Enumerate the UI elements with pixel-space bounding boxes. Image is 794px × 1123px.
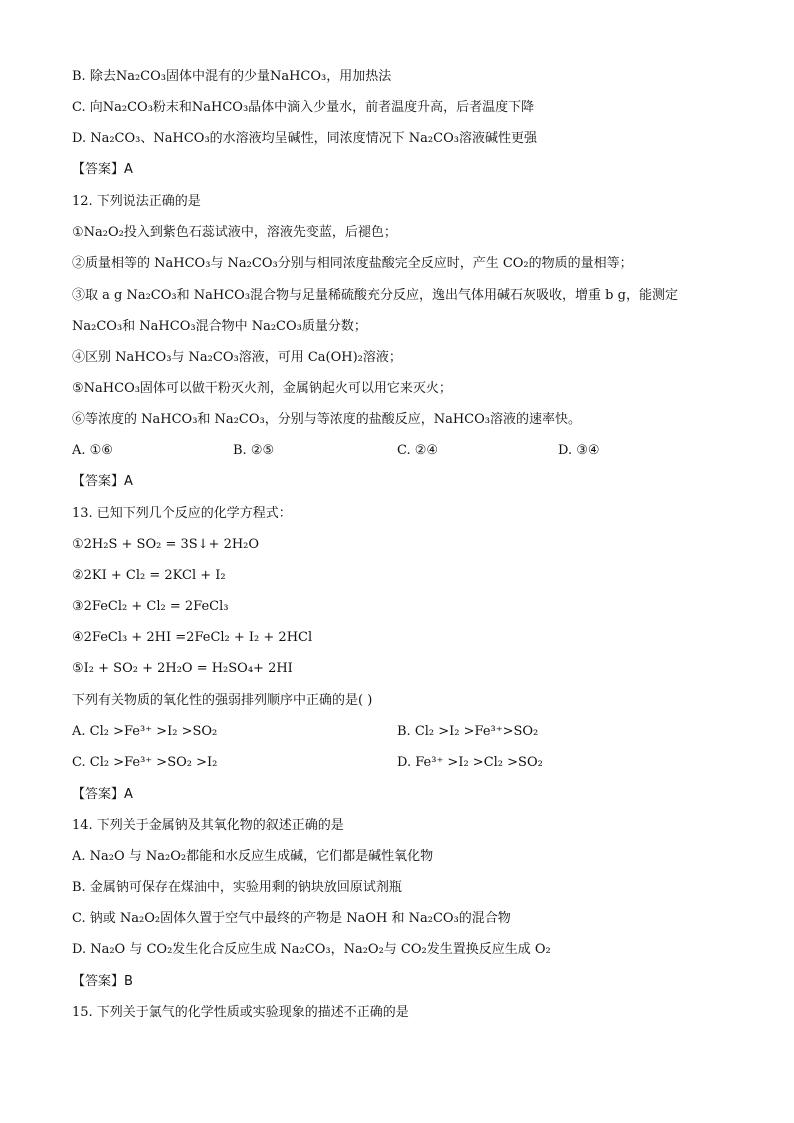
q15-stem: 15. 下列关于氯气的化学性质或实验现象的描述不正确的是 [72, 1005, 409, 1020]
q13-option-d: D. Fe³⁺ >I₂ >Cl₂ >SO₂ [397, 755, 543, 770]
q12-option-a: A. ①⑥ [72, 443, 113, 458]
q13-answer: 【答案】A [72, 787, 133, 802]
q11-option-d: D. Na₂CO₃、NaHCO₃的水溶液均呈碱性，同浓度情况下 Na₂CO₃溶液碱性更强 [72, 131, 537, 146]
q12-statement-1: ①Na₂O₂投入到紫色石蕊试液中，溶液先变蓝，后褪色； [72, 225, 397, 240]
q12-statement-5: ⑤NaHCO₃固体可以做干粉灭火剂，金属钠起火可以用它来灭火； [72, 381, 452, 396]
q13-reaction-5: ⑤I₂ + SO₂ + 2H₂O = H₂SO₄+ 2HI [72, 661, 293, 676]
q12-option-d: D. ③④ [558, 443, 600, 458]
q12-statement-2: ②质量相等的 NaHCO₃与 Na₂CO₃分别与相同浓度盐酸完全反应时，产生 CO₂的物质的量相等； [72, 256, 633, 271]
q13-option-b: B. Cl₂ >I₂ >Fe³⁺>SO₂ [397, 724, 539, 739]
q13-stem: 13. 已知下列几个反应的化学方程式： [72, 506, 292, 521]
q14-option-c: C. 钠或 Na₂O₂固体久置于空气中最终的产物是 NaOH 和 Na₂CO₃的混合物 [72, 911, 511, 926]
q13-question: 下列有关物质的氧化性的强弱排列顺序中正确的是( ) [72, 693, 373, 708]
q12-statement-3-cont: Na₂CO₃和 NaHCO₃混合物中 Na₂CO₃质量分数； [72, 319, 367, 334]
q12-answer: 【答案】A [72, 474, 133, 489]
q12-statement-3: ③取 a g Na₂CO₃和 NaHCO₃混合物与足量稀硫酸充分反应，逸出气体用碱石灰吸收，增重 b g，能测定 [72, 288, 678, 303]
q14-stem: 14. 下列关于金属钠及其氧化物的叙述正确的是 [72, 818, 344, 833]
q12-option-b: B. ②⑤ [233, 443, 275, 458]
q12-stem: 12. 下列说法正确的是 [72, 194, 201, 209]
q14-option-a: A. Na₂O 与 Na₂O₂都能和水反应生成碱，它们都是碱性氧化物 [72, 849, 434, 864]
q11-answer: 【答案】A [72, 162, 133, 177]
q11-option-c: C. 向Na₂CO₃粉末和NaHCO₃晶体中滴入少量水，前者温度升高，后者温度下降 [72, 100, 535, 115]
q14-answer: 【答案】B [72, 974, 133, 989]
q12-statement-6: ⑥等浓度的 NaHCO₃和 Na₂CO₃，分别与等浓度的盐酸反应，NaHCO₃溶液的速率快。 [72, 412, 581, 427]
q12-statement-4: ④区别 NaHCO₃与 Na₂CO₃溶液，可用 Ca(OH)₂溶液； [72, 350, 402, 365]
q13-reaction-2: ②2KI + Cl₂ = 2KCl + I₂ [72, 568, 226, 583]
q13-reaction-1: ①2H₂S + SO₂ = 3S↓+ 2H₂O [72, 537, 260, 552]
q13-option-c: C. Cl₂ >Fe³⁺ >SO₂ >I₂ [72, 755, 218, 770]
q12-option-c: C. ②④ [397, 443, 439, 458]
q13-option-a: A. Cl₂ >Fe³⁺ >I₂ >SO₂ [72, 724, 218, 739]
q14-option-b: B. 金属钠可保存在煤油中，实验用剩的钠块放回原试剂瓶 [72, 880, 402, 895]
q13-reaction-3: ③2FeCl₂ + Cl₂ = 2FeCl₃ [72, 599, 229, 614]
q11-option-b: B. 除去Na₂CO₃固体中混有的少量NaHCO₃，用加热法 [72, 69, 392, 84]
q13-reaction-4: ④2FeCl₃ + 2HI =2FeCl₂ + I₂ + 2HCl [72, 630, 313, 645]
q14-option-d: D. Na₂O 与 CO₂发生化合反应生成 Na₂CO₃，Na₂O₂与 CO₂发生置换反应生成 O₂ [72, 942, 551, 957]
